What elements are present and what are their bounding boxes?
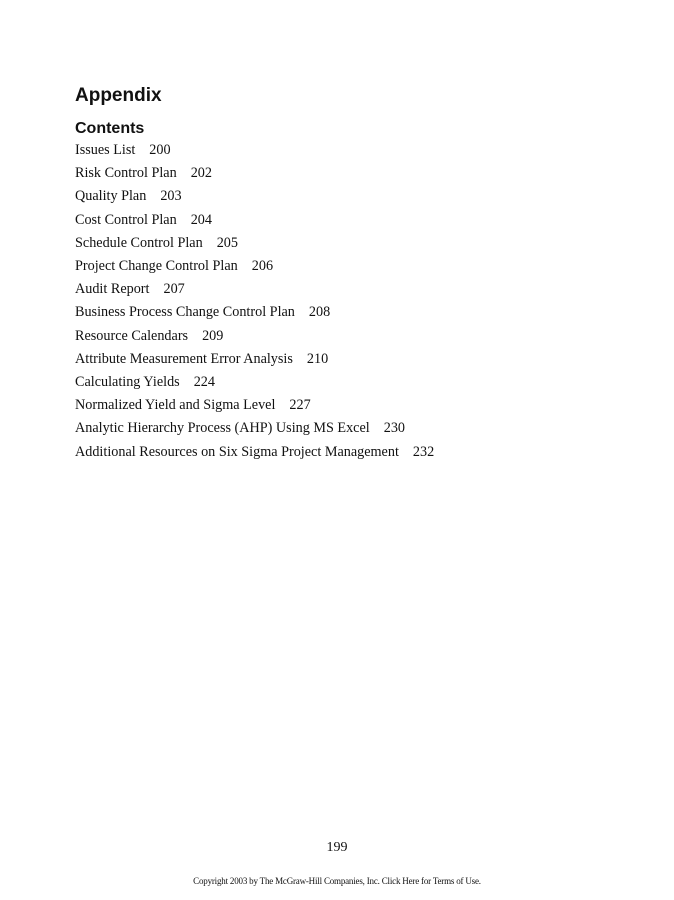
- toc-item-page: 204: [190, 211, 212, 228]
- page-title: Appendix: [75, 85, 162, 106]
- page-number: 199: [326, 840, 348, 855]
- toc-item-label: Business Process Change Control Plan: [75, 304, 295, 321]
- toc-item-page: 227: [289, 397, 311, 414]
- toc-item: [75, 278, 434, 301]
- toc-item: [75, 371, 434, 394]
- toc-item: [75, 394, 434, 417]
- toc-item-page: 203: [160, 188, 182, 205]
- copyright-notice: [0, 875, 674, 887]
- toc-item: [75, 417, 434, 440]
- contents-heading: Contents: [75, 120, 145, 137]
- toc-item-label: Risk Control Plan: [75, 165, 177, 182]
- terms-of-use-link[interactable]: Click Here for Terms of Use.: [381, 876, 481, 886]
- toc-item: [75, 162, 434, 185]
- toc-item-page: 202: [190, 165, 212, 182]
- toc-item-page: 205: [216, 234, 238, 251]
- toc-item-page: 207: [163, 281, 185, 298]
- toc-item-label: Quality Plan: [75, 188, 147, 205]
- toc-item-label: Cost Control Plan: [75, 211, 177, 228]
- toc-item: [75, 139, 434, 162]
- toc-item: [75, 255, 434, 278]
- toc-item-label: Additional Resources on Six Sigma Project Management: [75, 443, 399, 460]
- toc-item: [75, 209, 434, 232]
- toc-item: [75, 185, 434, 208]
- toc-item-page: 232: [412, 443, 435, 460]
- toc-item-page: 210: [306, 350, 329, 367]
- toc-item-label: Project Change Control Plan: [75, 258, 238, 275]
- toc-item: [75, 301, 434, 324]
- toc-item: [75, 232, 434, 255]
- toc-item-page: 200: [149, 142, 171, 158]
- toc-item-label: Analytic Hierarchy Process (AHP) Using MS Excel: [75, 420, 370, 437]
- toc-item-page: 208: [308, 304, 331, 321]
- toc-item-label: Calculating Yields: [75, 374, 180, 391]
- toc-item-label: Issues List: [75, 142, 136, 158]
- toc-item-label: Audit Report: [75, 281, 150, 298]
- table-of-contents: [75, 139, 434, 464]
- toc-item-label: Schedule Control Plan: [75, 234, 203, 251]
- toc-item-page: 206: [251, 258, 274, 275]
- toc-item-page: 230: [383, 420, 406, 437]
- toc-item-label: Resource Calendars: [75, 327, 189, 344]
- toc-item-page: 209: [202, 327, 224, 344]
- copyright-text: Copyright 2003 by The McGraw-Hill Companies, Inc.: [193, 876, 380, 886]
- toc-item-page: 224: [193, 374, 215, 391]
- toc-item: [75, 348, 434, 371]
- toc-item-label: Normalized Yield and Sigma Level: [75, 397, 276, 414]
- toc-item: [75, 325, 434, 348]
- toc-item-label: Attribute Measurement Error Analysis: [75, 350, 293, 367]
- toc-item: [75, 441, 434, 464]
